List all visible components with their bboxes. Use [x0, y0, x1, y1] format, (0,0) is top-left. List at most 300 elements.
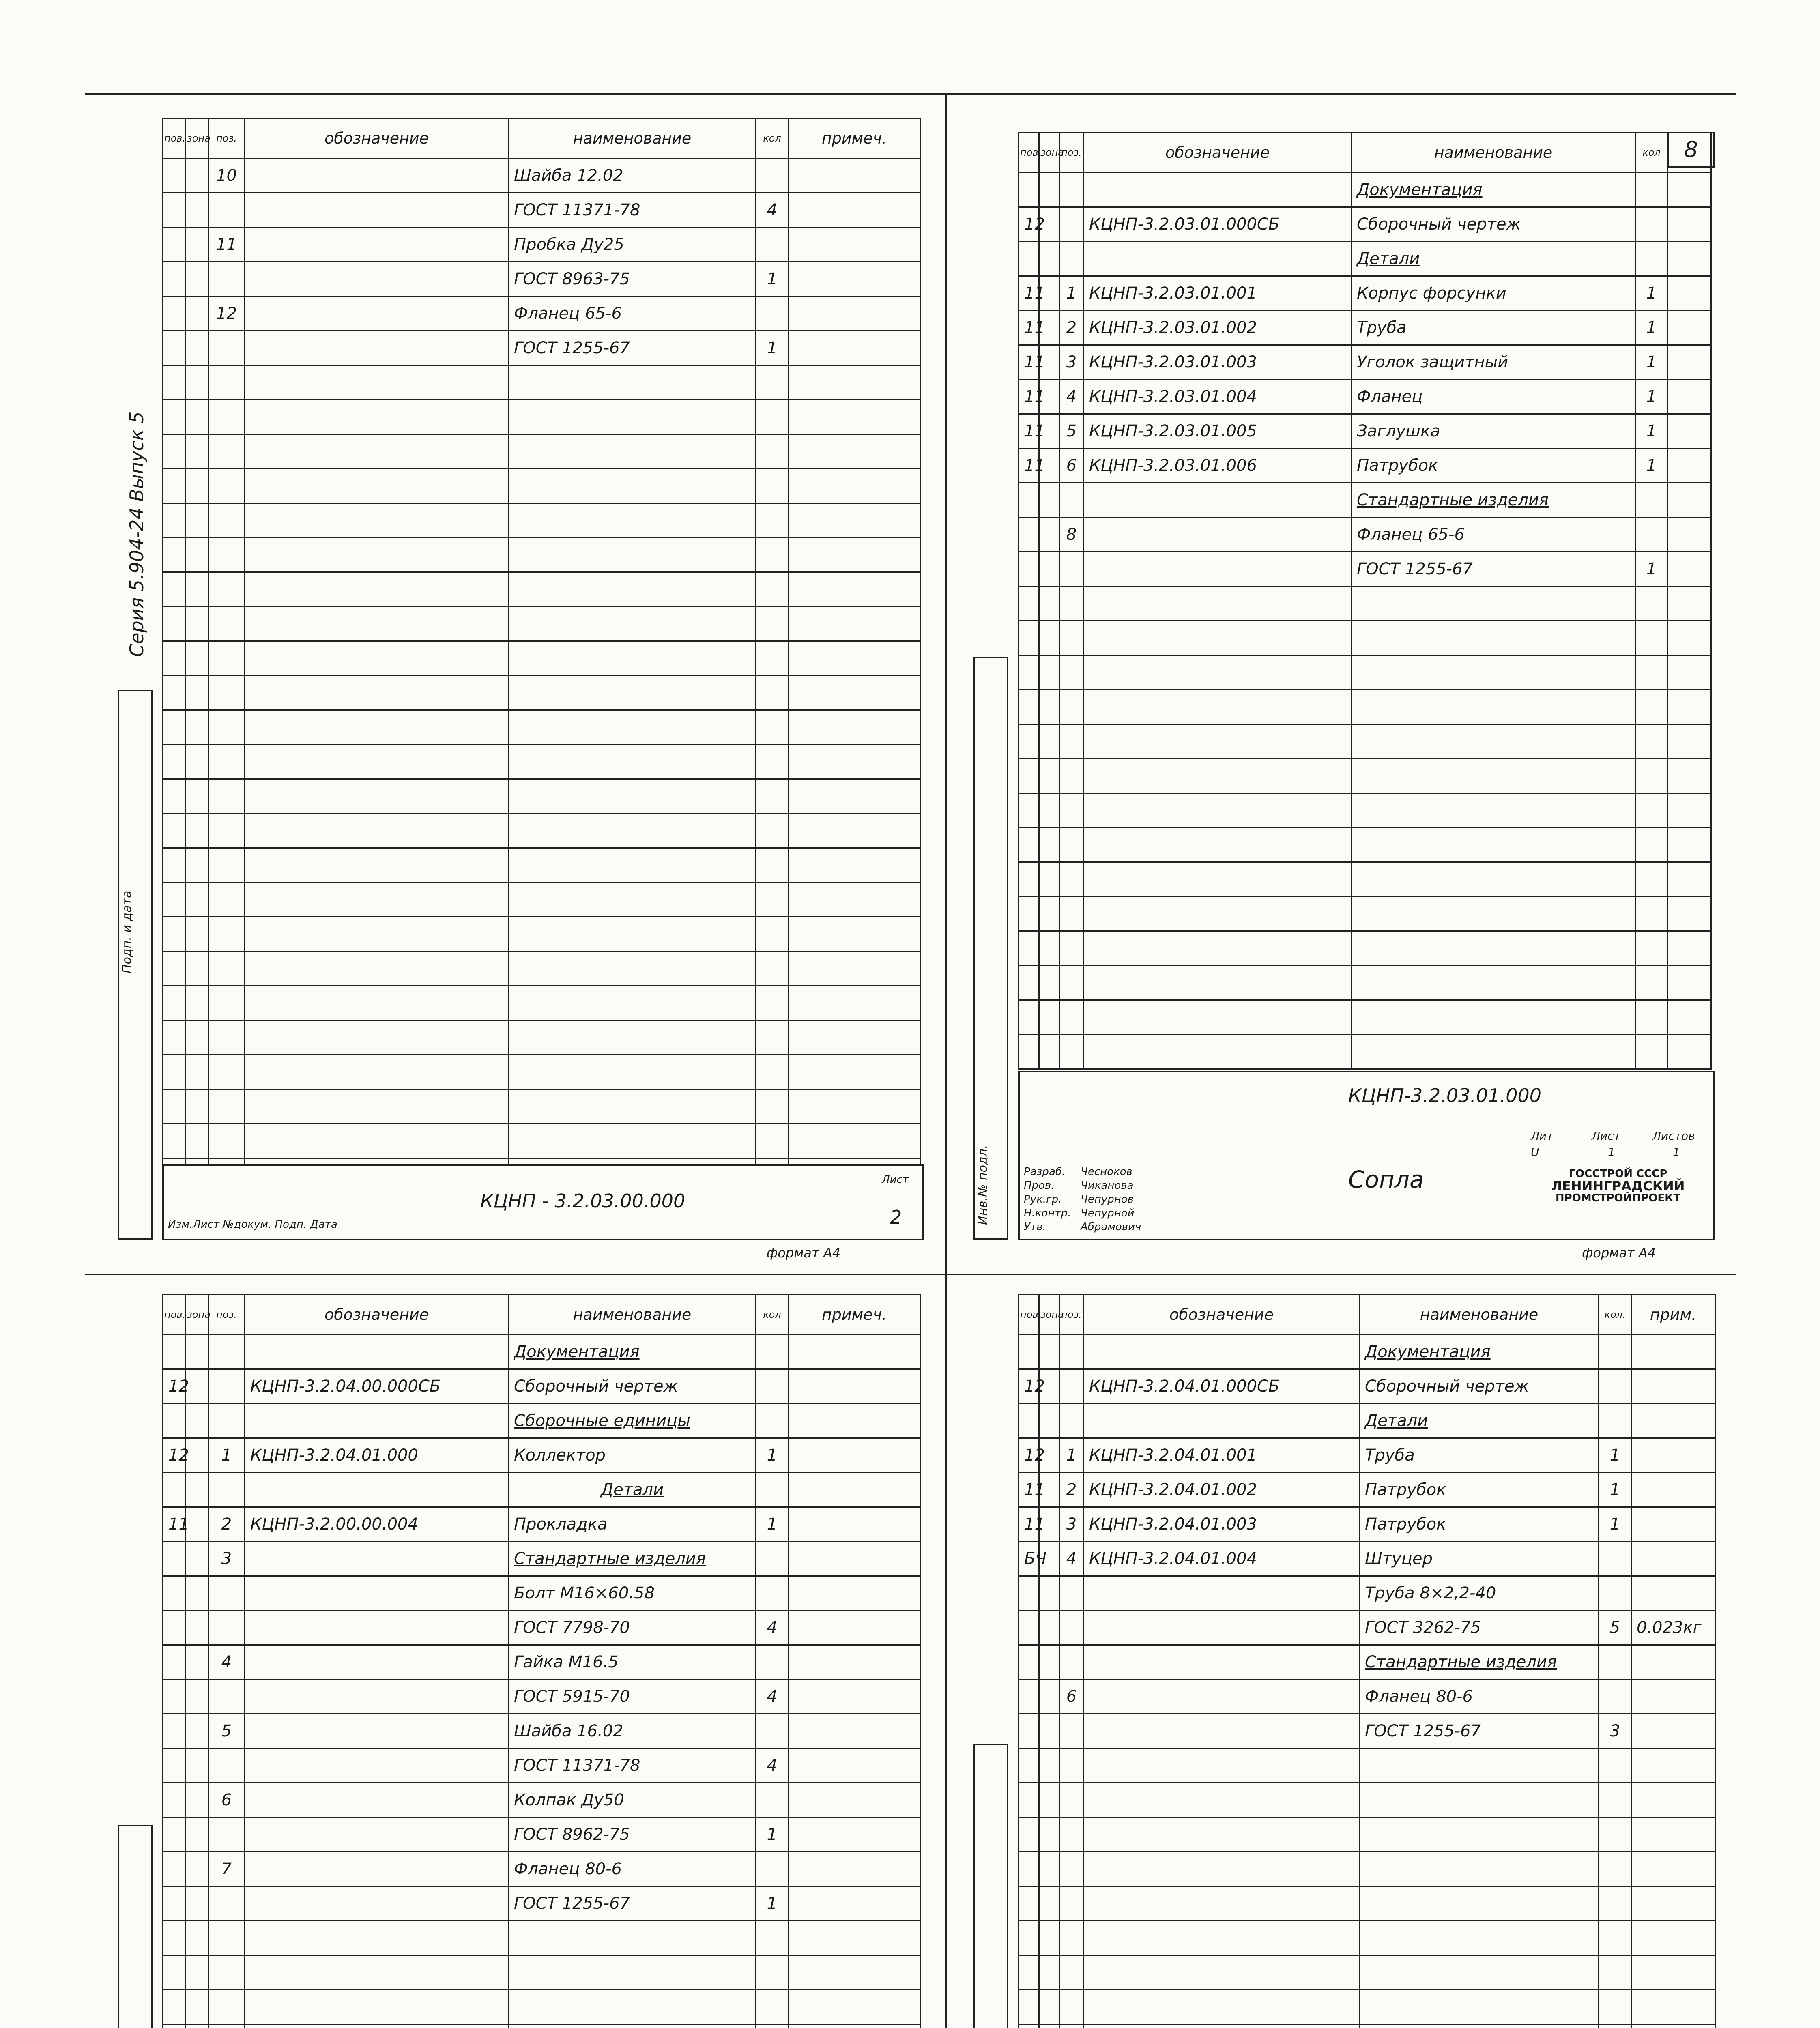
table-row — [1019, 1542, 1715, 1576]
zone-cell — [1039, 1955, 1059, 1990]
qty-cell — [756, 1124, 789, 1158]
qty-cell — [756, 1089, 789, 1124]
table-row — [163, 193, 920, 228]
qty-cell: 1 — [1635, 276, 1668, 311]
zone-cell — [1039, 1783, 1059, 1817]
designation-cell — [245, 917, 509, 952]
lit-value: U — [1531, 1145, 1539, 1159]
pos-cell — [1059, 1611, 1084, 1645]
designation-cell: КЦНП-3.2.04.01.002 — [1084, 1473, 1360, 1507]
pos-cell — [208, 1576, 245, 1611]
name-cell — [509, 1089, 756, 1124]
note-cell — [789, 1990, 920, 2024]
pos-cell — [208, 503, 245, 538]
table-row — [163, 159, 920, 193]
table-row — [1019, 518, 1711, 552]
table-row — [1019, 1955, 1715, 1990]
qty-cell — [1599, 1335, 1631, 1369]
pos-cell — [208, 1955, 245, 1990]
qty-cell — [756, 745, 789, 779]
qty-cell — [756, 1542, 789, 1576]
qty-cell — [1635, 518, 1668, 552]
table-row — [1019, 586, 1711, 621]
designation-header: обозначение — [245, 118, 509, 159]
pos-cell: 1 — [1059, 276, 1084, 311]
name-cell — [509, 641, 756, 676]
qty-cell — [756, 434, 789, 469]
format-cell — [1019, 793, 1039, 828]
zone-cell — [1039, 1404, 1059, 1438]
pos-cell: 7 — [208, 1852, 245, 1886]
designation-cell: КЦНП-3.2.04.00.000СБ — [245, 1369, 509, 1404]
pos-cell — [1059, 1335, 1084, 1369]
designation-cell: КЦНП-3.2.03.01.006 — [1084, 449, 1352, 483]
designation-cell — [245, 1611, 509, 1645]
table-row — [163, 814, 920, 848]
pos-cell — [208, 1680, 245, 1714]
stamp-person: Чепурнов — [1081, 1193, 1134, 1205]
sheet-label: Лист — [882, 1174, 909, 1186]
note-cell — [1631, 1404, 1715, 1438]
name-cell — [509, 365, 756, 400]
designation-cell: КЦНП-3.2.03.01.002 — [1084, 311, 1352, 345]
qty-cell — [756, 952, 789, 986]
qty-cell: 4 — [756, 1611, 789, 1645]
designation-header: обозначение — [245, 1295, 509, 1335]
zone-header: зона — [186, 118, 208, 159]
pos-cell — [208, 1055, 245, 1089]
table-row — [1019, 1749, 1715, 1783]
pos-cell — [208, 986, 245, 1020]
note-cell — [789, 1576, 920, 1611]
format-cell: 12 — [1019, 1438, 1039, 1473]
zone-cell — [186, 607, 208, 641]
name-cell — [1352, 1000, 1635, 1035]
designation-cell — [1084, 828, 1352, 862]
format-cell — [1019, 518, 1039, 552]
qty-cell: 1 — [1635, 449, 1668, 483]
table-row — [163, 607, 920, 641]
table-row — [1019, 1335, 1715, 1369]
zone-cell — [186, 676, 208, 710]
name-cell: Труба — [1360, 1438, 1599, 1473]
pos-cell — [1059, 1404, 1084, 1438]
designation-cell — [1084, 1921, 1360, 1955]
table-row — [163, 1852, 920, 1886]
designation-cell — [245, 676, 509, 710]
name-cell: Стандартные изделия — [509, 1542, 756, 1576]
table-row — [163, 1124, 920, 1158]
format-cell: 11 — [1019, 311, 1039, 345]
designation-cell: КЦНП-3.2.04.01.000СБ — [1084, 1369, 1360, 1404]
name-cell: ГОСТ 1255-67 — [1352, 552, 1635, 586]
pos-cell — [1059, 1817, 1084, 1852]
table-row — [163, 434, 920, 469]
qty-cell — [756, 1783, 789, 1817]
pos-cell — [208, 1020, 245, 1055]
quadrant-divider-h — [85, 1274, 1736, 1275]
sheet-bottom-right — [1018, 1294, 1716, 2028]
designation-cell — [1084, 897, 1352, 931]
qty-cell — [756, 1404, 789, 1438]
pos-cell — [208, 434, 245, 469]
zone-cell — [186, 1886, 208, 1921]
zone-cell — [1039, 1680, 1059, 1714]
name-cell: Коллектор — [509, 1438, 756, 1473]
quadrant-divider-v — [945, 93, 947, 2028]
designation-cell — [1084, 2024, 1360, 2028]
table-row — [1019, 1921, 1715, 1955]
designation-cell — [1084, 621, 1352, 655]
qty-cell — [756, 1335, 789, 1369]
designation-cell — [1084, 552, 1352, 586]
qty-cell — [1599, 1576, 1631, 1611]
format-cell — [163, 400, 186, 434]
designation-cell: КЦНП-3.2.04.01.004 — [1084, 1542, 1360, 1576]
sheet-number: 2 — [890, 1206, 902, 1228]
format-header: пов. — [1019, 1295, 1039, 1335]
zone-cell — [186, 1955, 208, 1990]
format-cell — [163, 2024, 186, 2028]
note-cell — [1668, 311, 1711, 345]
zone-cell — [186, 1020, 208, 1055]
zone-cell — [186, 1921, 208, 1955]
table-header — [163, 118, 920, 159]
name-cell — [1360, 1886, 1599, 1921]
zone-cell — [1039, 1817, 1059, 1852]
zone-cell — [186, 1576, 208, 1611]
table-row — [1019, 1438, 1715, 1473]
qty-cell — [756, 779, 789, 814]
pos-cell — [1059, 966, 1084, 1000]
pos-cell — [1059, 793, 1084, 828]
pos-cell — [208, 814, 245, 848]
note-cell — [789, 814, 920, 848]
note-header — [1668, 133, 1711, 173]
stamp-code: КЦНП-3.2.03.01.000 — [1348, 1085, 1542, 1106]
name-cell — [509, 676, 756, 710]
table-row — [163, 2024, 920, 2028]
pos-cell — [208, 1749, 245, 1783]
format-cell — [1019, 828, 1039, 862]
qty-cell — [1635, 828, 1668, 862]
pos-cell — [1059, 690, 1084, 724]
pos-cell — [1059, 1749, 1084, 1783]
note-cell — [1668, 414, 1711, 449]
name-header: наименование — [1352, 133, 1635, 173]
designation-cell — [1084, 1645, 1360, 1680]
name-cell — [1352, 828, 1635, 862]
qty-cell — [756, 503, 789, 538]
designation-cell — [1084, 1852, 1360, 1886]
format-cell: 11 — [1019, 414, 1039, 449]
pos-cell: 5 — [208, 1714, 245, 1749]
zone-cell — [186, 641, 208, 676]
name-cell — [1360, 2024, 1599, 2028]
name-cell — [1360, 1852, 1599, 1886]
note-cell — [789, 1124, 920, 1158]
qty-cell — [756, 228, 789, 262]
name-cell: Болт М16×60.58 — [509, 1576, 756, 1611]
table-row — [163, 1645, 920, 1680]
note-cell — [1668, 207, 1711, 242]
format-cell — [1019, 242, 1039, 276]
zone-cell — [1039, 586, 1059, 621]
format-cell — [1019, 1921, 1039, 1955]
note-cell — [789, 1645, 920, 1680]
zone-cell — [186, 1055, 208, 1089]
designation-header: обозначение — [1084, 133, 1352, 173]
table-row — [1019, 655, 1711, 690]
table-row — [163, 331, 920, 365]
format-cell — [163, 331, 186, 365]
pos-cell — [208, 331, 245, 365]
note-cell — [1668, 380, 1711, 414]
pos-cell: 4 — [1059, 1542, 1084, 1576]
pos-cell — [1059, 1035, 1084, 1069]
name-cell: Фланец 80-6 — [509, 1852, 756, 1886]
designation-cell — [245, 641, 509, 676]
note-cell — [789, 193, 920, 228]
name-cell — [509, 1921, 756, 1955]
qty-cell: 4 — [756, 193, 789, 228]
zone-cell — [1039, 1000, 1059, 1035]
table-row — [163, 400, 920, 434]
qty-cell: 1 — [756, 1886, 789, 1921]
qty-header: кол — [756, 118, 789, 159]
table-row — [1019, 1714, 1715, 1749]
designation-cell — [1084, 655, 1352, 690]
format-cell — [163, 1783, 186, 1817]
note-header: примеч. — [789, 118, 920, 159]
table-row — [163, 1680, 920, 1714]
zone-cell — [1039, 966, 1059, 1000]
qty-cell — [1635, 173, 1668, 207]
pos-cell — [1059, 207, 1084, 242]
note-cell — [1631, 1921, 1715, 1955]
designation-header: обозначение — [1084, 1295, 1360, 1335]
designation-cell — [1084, 862, 1352, 897]
note-cell — [1668, 173, 1711, 207]
stamp-person: Абрамович — [1081, 1221, 1141, 1233]
qty-cell — [1599, 1852, 1631, 1886]
pos-cell — [1059, 1000, 1084, 1035]
table-row — [163, 1369, 920, 1404]
qty-cell — [756, 365, 789, 400]
designation-cell: КЦНП-3.2.03.01.003 — [1084, 345, 1352, 380]
name-cell: Фланец — [1352, 380, 1635, 414]
qty-cell — [1599, 1749, 1631, 1783]
qty-header: кол. — [1599, 1295, 1631, 1335]
format-cell — [163, 1020, 186, 1055]
zone-cell — [1039, 1611, 1059, 1645]
name-cell — [1352, 793, 1635, 828]
qty-cell — [756, 1990, 789, 2024]
designation-cell — [245, 1817, 509, 1852]
table-row — [163, 262, 920, 296]
name-header: наименование — [509, 1295, 756, 1335]
stamp-role: Утв. — [1024, 1221, 1046, 1233]
table-row — [1019, 483, 1711, 518]
designation-cell — [1084, 690, 1352, 724]
note-cell — [789, 296, 920, 331]
format-cell — [163, 228, 186, 262]
format-cell — [1019, 1680, 1039, 1714]
format-cell — [1019, 1817, 1039, 1852]
table-row — [1019, 690, 1711, 724]
pos-cell — [208, 1124, 245, 1158]
format-cell — [1019, 621, 1039, 655]
stamp-role: Рук.гр. — [1024, 1193, 1062, 1205]
qty-cell — [1635, 862, 1668, 897]
qty-cell: 1 — [1635, 414, 1668, 449]
note-cell — [1668, 586, 1711, 621]
zone-cell — [186, 572, 208, 607]
pos-cell: 6 — [1059, 1680, 1084, 1714]
qty-cell — [756, 814, 789, 848]
qty-cell — [1635, 242, 1668, 276]
format-cell — [163, 1852, 186, 1886]
qty-cell: 1 — [1599, 1438, 1631, 1473]
note-cell — [789, 986, 920, 1020]
zone-cell — [1039, 1714, 1059, 1749]
table-row — [163, 1714, 920, 1749]
designation-cell: КЦНП-3.2.04.01.000 — [245, 1438, 509, 1473]
sheets-value: 1 — [1673, 1145, 1680, 1159]
format-cell — [1019, 897, 1039, 931]
note-cell — [789, 1055, 920, 1089]
qty-cell: 1 — [756, 1817, 789, 1852]
format-cell — [1019, 1000, 1039, 1035]
table-row — [163, 469, 920, 503]
qty-cell — [756, 848, 789, 883]
name-cell — [509, 469, 756, 503]
designation-cell — [245, 1680, 509, 1714]
spec-table-tr — [1018, 132, 1712, 1070]
table-row — [163, 1542, 920, 1576]
zone-cell — [1039, 518, 1059, 552]
note-cell — [789, 1089, 920, 1124]
designation-cell — [245, 1990, 509, 2024]
name-cell: Колпак Ду50 — [509, 1783, 756, 1817]
name-cell: Сборочный чертеж — [1352, 207, 1635, 242]
pos-cell — [208, 1473, 245, 1507]
zone-cell — [1039, 1990, 1059, 2024]
designation-cell — [1084, 586, 1352, 621]
note-cell — [789, 1680, 920, 1714]
zone-cell — [186, 952, 208, 986]
side-label-tl: Подп. и дата — [120, 890, 134, 973]
format-cell — [163, 434, 186, 469]
format-cell: 11 — [1019, 345, 1039, 380]
org-line-1: ГОССТРОЙ СССР — [1569, 1168, 1667, 1180]
qty-cell — [1599, 1955, 1631, 1990]
series-label: Серия 5.904-24 Выпуск 5 — [126, 411, 148, 657]
qty-cell — [1635, 759, 1668, 793]
qty-cell — [1635, 931, 1668, 966]
qty-cell — [756, 607, 789, 641]
pos-cell: 12 — [208, 296, 245, 331]
note-cell — [1631, 1507, 1715, 1542]
note-cell — [1631, 1645, 1715, 1680]
zone-cell — [1039, 242, 1059, 276]
format-cell: 11 — [1019, 1473, 1039, 1507]
name-cell: Шайба 16.02 — [509, 1714, 756, 1749]
zone-cell — [186, 159, 208, 193]
pos-cell — [208, 1369, 245, 1404]
designation-cell — [245, 400, 509, 434]
name-cell — [509, 400, 756, 434]
table-row — [163, 503, 920, 538]
pos-cell — [1059, 552, 1084, 586]
name-cell — [509, 917, 756, 952]
format-cell — [163, 469, 186, 503]
zone-cell — [186, 1124, 208, 1158]
designation-cell — [1084, 759, 1352, 793]
table-header — [1019, 1295, 1715, 1335]
note-cell — [789, 262, 920, 296]
pos-cell — [208, 2024, 245, 2028]
designation-cell — [245, 572, 509, 607]
note-cell — [789, 779, 920, 814]
format-cell: 11 — [163, 1507, 186, 1542]
zone-cell — [186, 745, 208, 779]
table-row — [1019, 345, 1711, 380]
name-cell: ГОСТ 8963-75 — [509, 262, 756, 296]
pos-cell: 1 — [1059, 1438, 1084, 1473]
zone-cell — [186, 2024, 208, 2028]
pos-cell — [208, 676, 245, 710]
designation-cell — [245, 952, 509, 986]
format-cell — [1019, 1404, 1039, 1438]
zone-cell — [186, 1611, 208, 1645]
designation-cell — [1084, 1783, 1360, 1817]
zone-cell — [186, 1473, 208, 1507]
format-header: пов. — [163, 118, 186, 159]
stamp-cols: Изм.Лист №докум. Подп. Дата — [168, 1218, 337, 1231]
note-cell — [1668, 449, 1711, 483]
name-cell — [509, 434, 756, 469]
qty-cell — [1635, 793, 1668, 828]
table-row — [163, 986, 920, 1020]
pos-cell: 2 — [1059, 311, 1084, 345]
pos-cell — [1059, 1714, 1084, 1749]
note-cell — [1668, 345, 1711, 380]
qty-cell — [756, 469, 789, 503]
qty-cell: 1 — [1635, 345, 1668, 380]
qty-header: кол — [1635, 133, 1668, 173]
qty-cell — [756, 1852, 789, 1886]
designation-cell — [1084, 1335, 1360, 1369]
qty-cell — [1635, 1035, 1668, 1069]
designation-cell — [245, 262, 509, 296]
zone-cell — [186, 1990, 208, 2024]
qty-cell — [1635, 483, 1668, 518]
pos-cell — [208, 1089, 245, 1124]
designation-cell: КЦНП-3.2.03.01.001 — [1084, 276, 1352, 311]
table-row — [163, 710, 920, 745]
pos-cell: 11 — [208, 228, 245, 262]
table-header — [163, 1295, 920, 1335]
pos-cell — [208, 710, 245, 745]
note-cell — [1631, 1955, 1715, 1990]
zone-cell — [186, 986, 208, 1020]
qty-cell — [1635, 724, 1668, 759]
zone-cell — [186, 538, 208, 572]
name-cell: Патрубок — [1352, 449, 1635, 483]
name-cell: Сборочные единицы — [509, 1404, 756, 1438]
format-header: пов. — [163, 1295, 186, 1335]
